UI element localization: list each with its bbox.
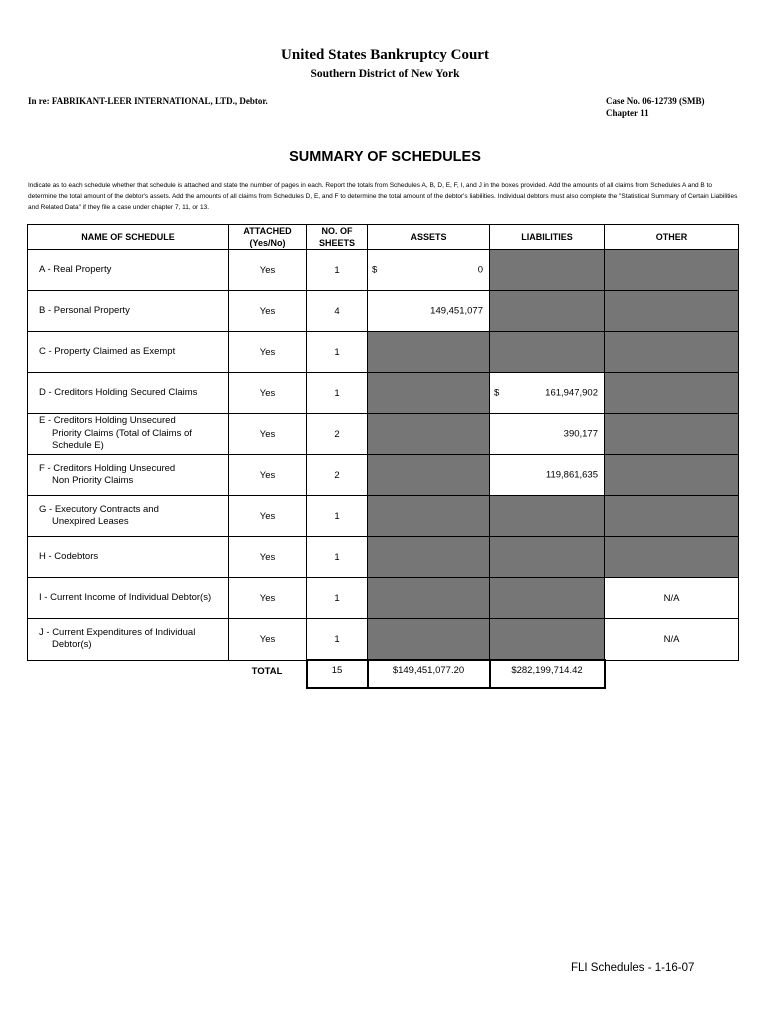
sheets-cell: 2: [307, 455, 368, 496]
liabilities-cell: [490, 537, 605, 578]
liabilities-cell: [490, 250, 605, 291]
other-cell: N/A: [605, 578, 739, 619]
assets-cell: [368, 496, 490, 537]
schedule-name-line2: Priority Claims (Total of Claims of: [52, 427, 192, 439]
sheets-cell: 1: [307, 619, 368, 661]
schedule-name-line1: C - Property Claimed as Exempt: [39, 345, 176, 357]
schedule-name-cell: [28, 414, 229, 455]
table-header-row: [28, 225, 739, 250]
table-row: [28, 373, 739, 414]
district-name: Southern District of New York: [310, 68, 460, 80]
instructions-text: Indicate as to each schedule whether that schedule is attached and state the number of pages in each. Report the totals from Schedules A, B, D, E, F, I, and J in the boxes provided. Add the amounts of all claims from Schedules A and B to determine the total amount of the debtor's assets. Add the amounts of all claims from Schedules D, E, and F to determine the total amount of the debtor's liabilities. Individual debtors must also complete the "Statistical Summary of Certain Liabilities and Related Data" if they file a case under chapter 7, 11, or 13.: [28, 182, 738, 212]
total-liabilities: $282,199,714.42: [490, 660, 605, 688]
other-cell: [605, 496, 739, 537]
other-cell: [605, 250, 739, 291]
liabilities-cell: [490, 455, 605, 496]
liabilities-amount: 161,947,902: [545, 387, 598, 399]
assets-amount: 149,451,077: [430, 305, 483, 317]
schedule-name-line1: H - Codebtors: [39, 550, 99, 562]
total-sheets: 15: [307, 660, 368, 688]
schedule-name-line2: Unexpired Leases: [52, 516, 129, 527]
other-cell: [605, 291, 739, 332]
table-row: [28, 619, 739, 661]
schedule-name-line2: Debtor(s): [52, 639, 92, 651]
liabilities-cell: [490, 414, 605, 455]
header-assets: ASSETS: [368, 225, 490, 250]
totals-spacer: [28, 660, 229, 688]
attached-cell: Yes: [229, 537, 307, 578]
other-cell: N/A: [605, 619, 739, 661]
table-row: [28, 537, 739, 578]
liabilities-amount: 390,177: [563, 428, 598, 440]
assets-cell: [368, 455, 490, 496]
assets-cell: [368, 373, 490, 414]
case-info: [606, 95, 705, 119]
court-title: United States Bankruptcy Court: [281, 47, 489, 63]
liabilities-cell: [490, 373, 605, 414]
totals-spacer: [605, 660, 739, 688]
schedule-name-cell: [28, 455, 229, 496]
sheets-cell: 4: [307, 291, 368, 332]
assets-cell: [368, 619, 490, 661]
table-row: [28, 496, 739, 537]
header-sheets-line2: SHEETS: [318, 238, 355, 248]
schedule-name-line1: G - Executory Contracts and: [39, 503, 159, 515]
schedule-name-line2: Non Priority Claims: [52, 475, 134, 486]
chapter: Chapter 11: [606, 108, 649, 118]
table-row: [28, 414, 739, 455]
header-sheets-line1: NO. OF: [321, 226, 353, 236]
assets-amount: 0: [477, 264, 483, 276]
liabilities-cell: [490, 578, 605, 619]
total-assets: $149,451,077.20: [368, 660, 490, 688]
attached-cell: Yes: [229, 373, 307, 414]
totals-row: [28, 660, 739, 688]
schedule-name-line1: D - Creditors Holding Secured Claims: [39, 386, 198, 398]
schedule-name-cell: [28, 496, 229, 537]
assets-cell: [368, 578, 490, 619]
assets-cell: [368, 250, 490, 291]
schedule-name-cell: [28, 332, 229, 373]
schedule-name-line1: I - Current Income of Individual Debtor(s): [39, 591, 212, 603]
table-row: [28, 455, 739, 496]
page-title: SUMMARY OF SCHEDULES: [289, 149, 481, 165]
other-cell: [605, 414, 739, 455]
table-row: [28, 291, 739, 332]
liabilities-cell: [490, 332, 605, 373]
header-attached: [229, 225, 307, 250]
schedule-summary-table: [27, 224, 739, 689]
sheets-cell: 1: [307, 332, 368, 373]
assets-cell: [368, 414, 490, 455]
footer-label: FLI Schedules - 1-16-07: [571, 962, 695, 974]
header-name-of-schedule: NAME OF SCHEDULE: [28, 225, 229, 250]
sheets-cell: 1: [307, 537, 368, 578]
in-re-debtor: In re: FABRIKANT-LEER INTERNATIONAL, LTD., Debtor.: [28, 96, 268, 106]
sheets-cell: 1: [307, 250, 368, 291]
attached-cell: Yes: [229, 332, 307, 373]
liabilities-cell: [490, 496, 605, 537]
sheets-cell: 1: [307, 578, 368, 619]
case-number: Case No. 06-12739 (SMB): [606, 96, 705, 106]
schedule-name-line1: E - Creditors Holding Unsecured: [39, 415, 176, 427]
liabilities-cell: [490, 619, 605, 661]
attached-cell: Yes: [229, 578, 307, 619]
attached-cell: Yes: [229, 414, 307, 455]
sheets-cell: 1: [307, 373, 368, 414]
attached-cell: Yes: [229, 455, 307, 496]
header-attached-line1: ATTACHED: [243, 226, 292, 236]
other-cell: [605, 455, 739, 496]
table-row: [28, 250, 739, 291]
schedule-name-cell: [28, 537, 229, 578]
table-row: [28, 332, 739, 373]
assets-cell: [368, 537, 490, 578]
other-cell: [605, 332, 739, 373]
schedule-name-cell: [28, 578, 229, 619]
schedule-name-line1: F - Creditors Holding Unsecured: [39, 462, 176, 474]
total-label: TOTAL: [251, 665, 283, 677]
schedule-name-line1: B - Personal Property: [39, 304, 130, 316]
schedule-name-line1: A - Real Property: [39, 263, 112, 275]
attached-cell: Yes: [229, 250, 307, 291]
schedule-name-cell: [28, 619, 229, 661]
table-row: [28, 578, 739, 619]
liabilities-amount: 119,861,635: [545, 469, 598, 481]
assets-dollar-sign: $: [372, 264, 378, 276]
schedule-name-line3: Schedule E): [52, 440, 104, 452]
attached-cell: Yes: [229, 496, 307, 537]
header-attached-line2: (Yes/No): [249, 238, 286, 248]
schedule-name-line1: J - Current Expenditures of Individual: [39, 626, 196, 638]
header-other: OTHER: [605, 225, 739, 250]
attached-cell: Yes: [229, 619, 307, 661]
header-no-of-sheets: [307, 225, 368, 250]
other-cell: [605, 537, 739, 578]
header-liabilities: LIABILITIES: [490, 225, 605, 250]
assets-cell: [368, 332, 490, 373]
sheets-cell: 2: [307, 414, 368, 455]
liabilities-cell: [490, 291, 605, 332]
attached-cell: Yes: [229, 291, 307, 332]
liabilities-dollar-sign: $: [494, 387, 500, 399]
schedule-name-cell: [28, 373, 229, 414]
assets-cell: [368, 291, 490, 332]
sheets-cell: 1: [307, 496, 368, 537]
schedule-name-cell: [28, 291, 229, 332]
other-cell: [605, 373, 739, 414]
schedule-name-cell: [28, 250, 229, 291]
